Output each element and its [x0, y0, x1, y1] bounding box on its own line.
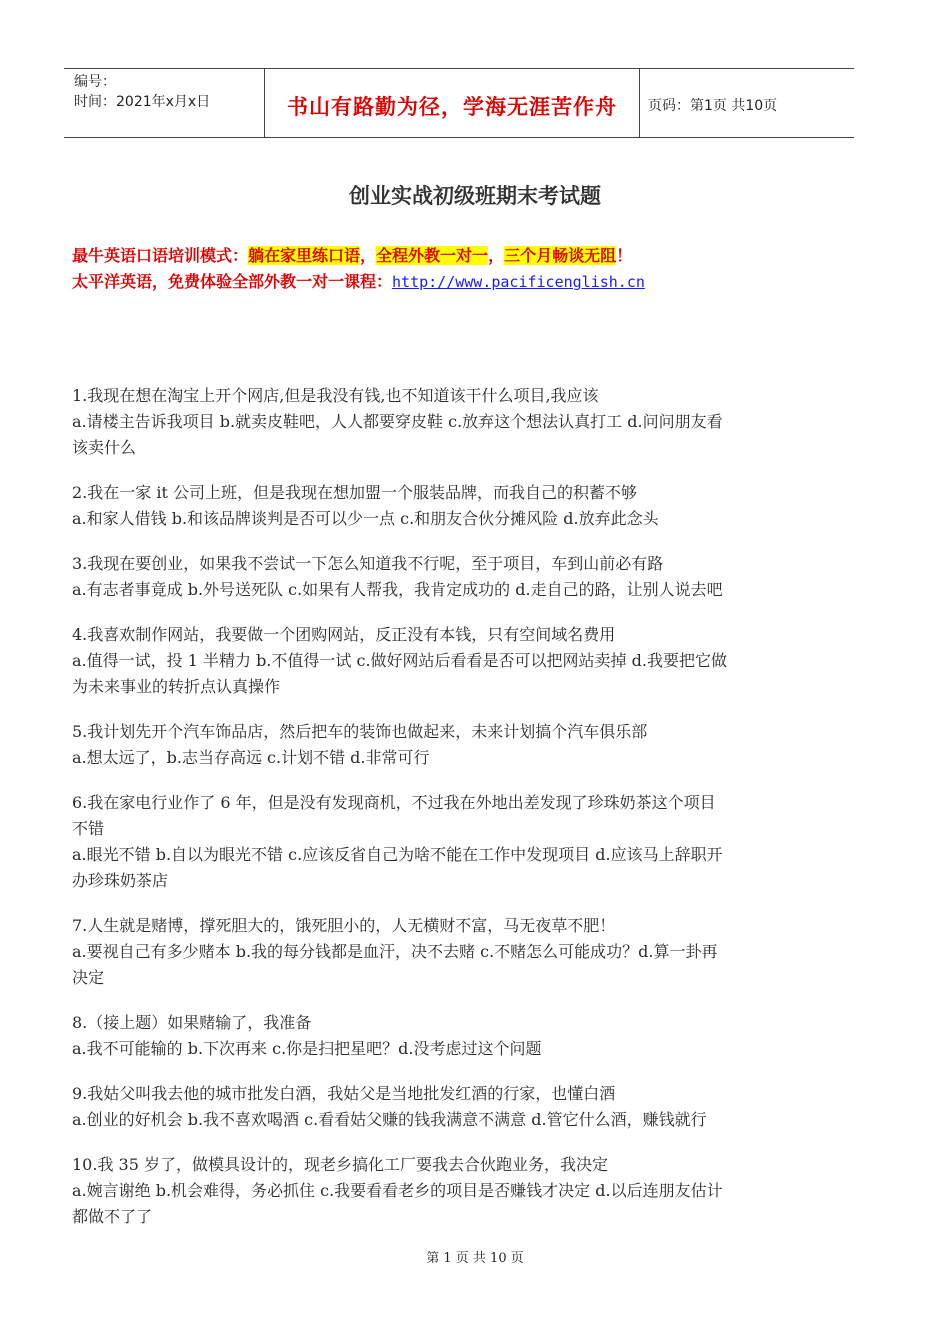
question-line: 决定 — [72, 968, 105, 987]
question-item — [72, 1010, 862, 1062]
header-motto-cell — [265, 69, 640, 137]
page-code: 页码：第1页 共10页 — [648, 98, 778, 114]
promo-line-2-text: 太平洋英语，免费体验全部外教一对一课程： — [72, 272, 393, 291]
question-list — [72, 383, 862, 1249]
promo-sep-1: ， — [360, 246, 377, 265]
header-page-cell — [640, 69, 854, 137]
header-info-cell — [64, 69, 265, 137]
question-line: 5.我计划先开个汽车饰品店，然后把车的装饰也做起来，未来计划搞个汽车俱乐部 — [72, 722, 648, 741]
question-line: a.要视自己有多少赌本 b.我的每分钱都是血汗，决不去赌 c.不赌怎么可能成功？d.算一卦再 — [72, 942, 718, 961]
question-item — [72, 1152, 862, 1230]
header-table — [64, 68, 854, 138]
question-line: a.想太远了，b.志当存高远 c.计划不错 d.非常可行 — [72, 748, 430, 767]
question-item — [72, 790, 862, 894]
question-line: 8.（接上题）如果赌输了，我准备 — [72, 1013, 312, 1032]
promo-line-2 — [72, 269, 645, 292]
question-line: a.眼光不错 b.自以为眼光不错 c.应该反省自己为啥不能在工作中发现项目 d.应该马上辞职开 — [72, 845, 723, 864]
promo-prefix: 最牛英语口语培训模式： — [72, 246, 249, 265]
question-line: 1.我现在想在淘宝上开个网店,但是我没有钱,也不知道该干什么项目,我应该 — [72, 386, 599, 405]
question-line: a.值得一试，投 1 半精力 b.不值得一试 c.做好网站后看看是否可以把网站卖掉 d.我要把它做 — [72, 651, 727, 670]
question-line: 该卖什么 — [72, 438, 137, 457]
question-item — [72, 383, 862, 461]
serial-label: 编号： — [74, 74, 116, 90]
question-item — [72, 551, 862, 603]
question-line: a.有志者事竟成 b.外号送死队 c.如果有人帮我，我肯定成功的 d.走自己的路，让别人说去吧 — [72, 580, 723, 599]
question-line: 办珍珠奶茶店 — [72, 871, 169, 890]
question-line: 6.我在家电行业作了 6 年，但是没有发现商机，不过我在外地出差发现了珍珠奶茶这个项目 — [72, 793, 716, 812]
promo-end: ！ — [616, 246, 633, 265]
question-line: a.我不可能输的 b.下次再来 c.你是扫把星吧？d.没考虑过这个问题 — [72, 1039, 542, 1058]
question-line: 4.我喜欢制作网站，我要做一个团购网站，反正没有本钱，只有空间域名费用 — [72, 625, 616, 644]
question-line: a.和家人借钱 b.和该品牌谈判是否可以少一点 c.和朋友合伙分摊风险 d.放弃此念头 — [72, 509, 659, 528]
question-line: 9.我姑父叫我去他的城市批发白酒，我姑父是当地批发红酒的行家，也懂白酒 — [72, 1084, 616, 1103]
question-line: 3.我现在要创业，如果我不尝试一下怎么知道我不行呢，至于项目，车到山前必有路 — [72, 554, 664, 573]
time-label: 时间：2021年x月x日 — [74, 94, 211, 110]
question-line: a.创业的好机会 b.我不喜欢喝酒 c.看看姑父赚的钱我满意不满意 d.管它什么酒，赚钱就行 — [72, 1110, 707, 1129]
promo-link[interactable]: http://www.pacificenglish.cn — [392, 273, 645, 291]
motto: 书山有路勤为径，学海无涯苦作舟 — [287, 94, 617, 119]
question-item — [72, 1081, 862, 1133]
question-line: a.请楼主告诉我项目 b.就卖皮鞋吧，人人都要穿皮鞋 c.放弃这个想法认真打工 d.问问朋友看 — [72, 412, 723, 431]
question-line: a.婉言谢绝 b.机会难得，务必抓住 c.我要看看老乡的项目是否赚钱才决定 d.以后连朋友估计 — [72, 1181, 723, 1200]
question-item — [72, 622, 862, 700]
question-line: 都做不了了 — [72, 1207, 153, 1226]
promo-highlight-c: 三个月畅谈无阻 — [504, 246, 617, 265]
question-item — [72, 480, 862, 532]
question-item — [72, 913, 862, 991]
promo-sep-2: ， — [488, 246, 505, 265]
question-line: 2.我在一家 it 公司上班，但是我现在想加盟一个服装品牌，而我自己的积蓄不够 — [72, 483, 637, 502]
question-line: 10.我 35 岁了，做模具设计的，现老乡搞化工厂要我去合伙跑业务，我决定 — [72, 1155, 608, 1174]
promo-line-1 — [72, 243, 632, 266]
question-item — [72, 719, 862, 771]
promo-highlight-b: 全程外教一对一 — [376, 246, 489, 265]
question-line: 7.人生就是赌博，撑死胆大的，饿死胆小的，人无横财不富，马无夜草不肥！ — [72, 916, 616, 935]
page-title: 创业实战初级班期末考试题 — [349, 183, 601, 208]
question-line: 不错 — [72, 819, 105, 838]
promo-highlight-a: 躺在家里练口语 — [248, 246, 361, 265]
page-footer: 第 1 页 共 10 页 — [426, 1251, 524, 1266]
question-line: 为未来事业的转折点认真操作 — [72, 677, 281, 696]
